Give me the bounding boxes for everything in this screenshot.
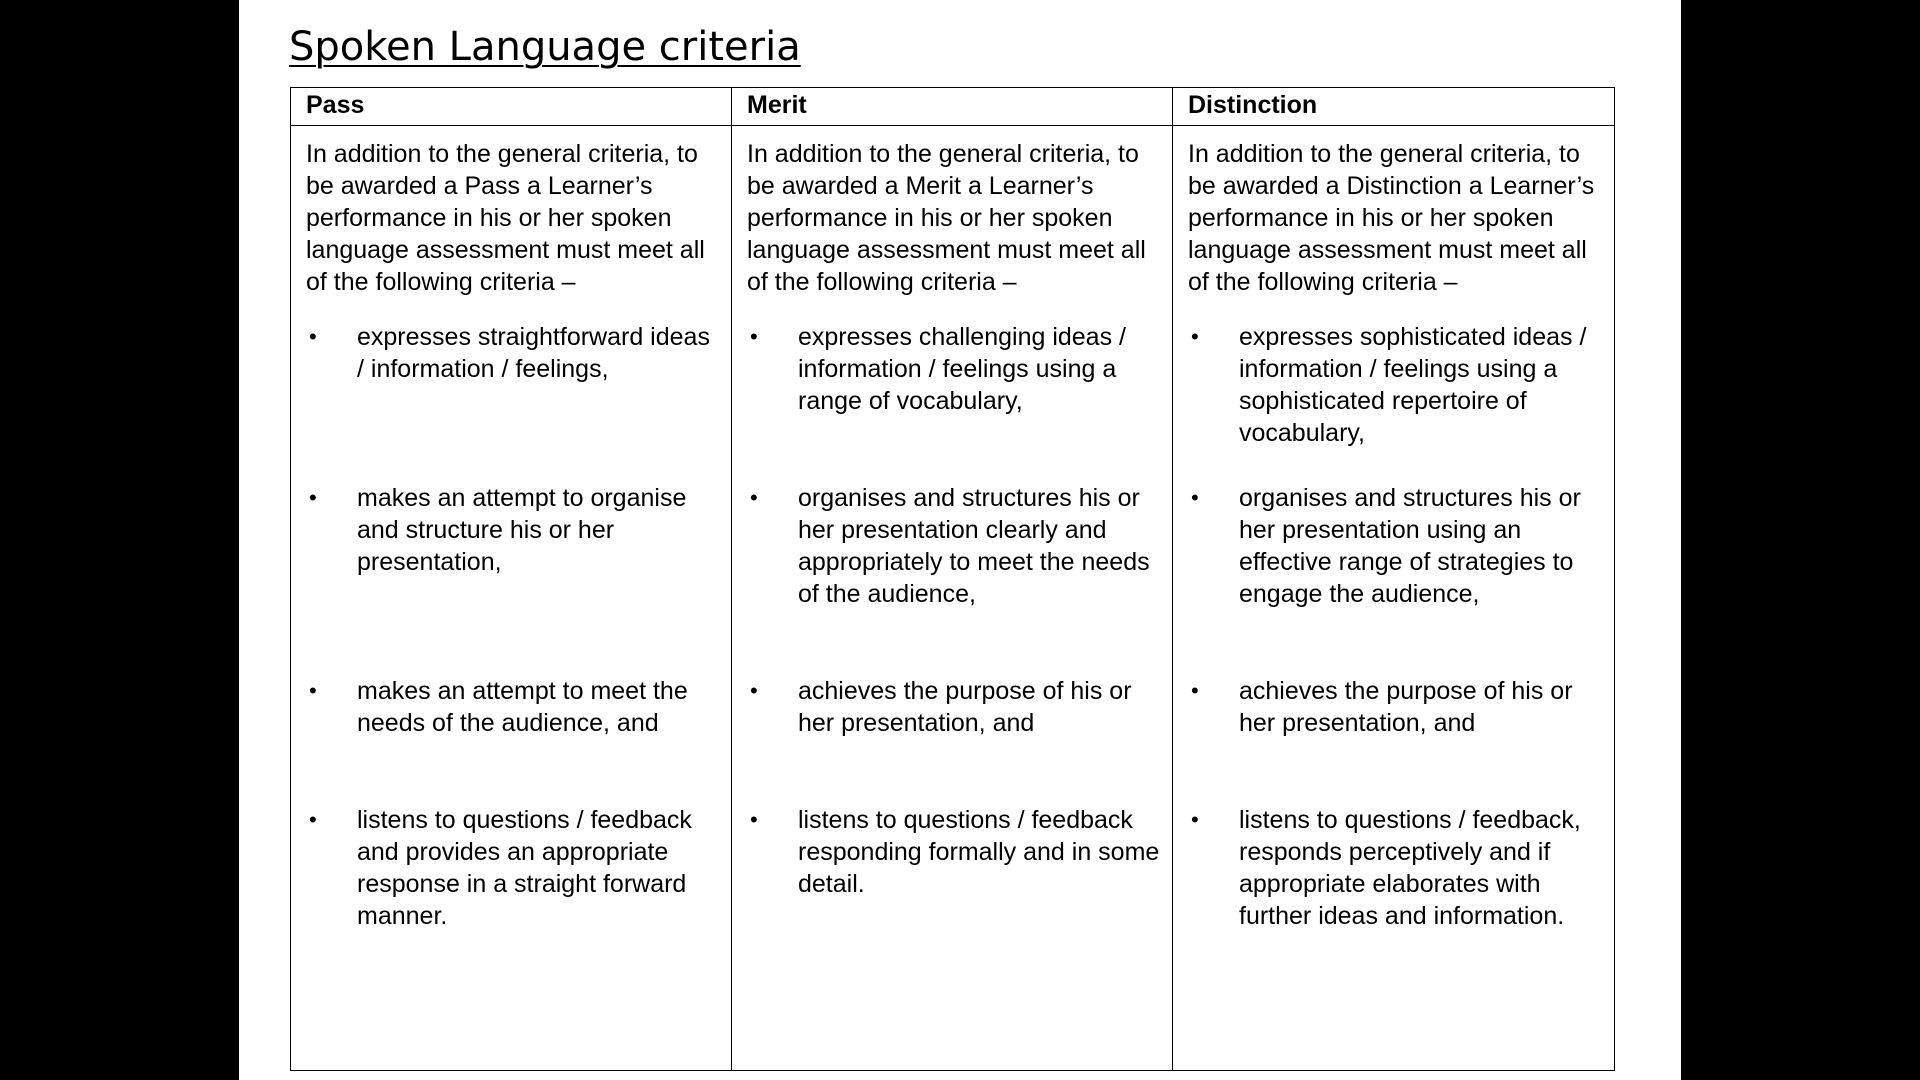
bullet-icon: •	[309, 485, 317, 510]
criteria-table	[290, 87, 1615, 1071]
bullet-icon: •	[750, 678, 758, 703]
list-item	[306, 321, 721, 482]
bullet-icon: •	[750, 324, 758, 349]
criterion-text: listens to questions / feedback, responds perceptively and if appropriate elaborates with further ideas and information.	[1239, 806, 1581, 930]
bullet-icon: •	[1191, 678, 1199, 703]
criterion-text: expresses straightforward ideas / information / feelings,	[357, 323, 710, 383]
list-item	[306, 804, 721, 932]
pass-criteria-list	[306, 321, 721, 932]
distinction-cell	[1173, 126, 1614, 1070]
bullet-icon: •	[309, 807, 317, 832]
bullet-icon: •	[750, 807, 758, 832]
bullet-icon: •	[309, 678, 317, 703]
criterion-text: expresses sophisticated ideas / information / feelings using a sophisticated repertoire of vocabulary,	[1239, 323, 1587, 447]
criterion-text: makes an attempt to organise and structure his or her presentation,	[357, 484, 687, 576]
list-item	[306, 482, 721, 675]
criterion-text: expresses challenging ideas / information / feelings using a range of vocabulary,	[798, 323, 1126, 415]
criterion-text: listens to questions / feedback and provides an appropriate response in a straight forward manner.	[357, 806, 692, 930]
list-item	[1188, 482, 1604, 675]
pass-cell	[291, 126, 732, 1070]
merit-intro: In addition to the general criteria, to be awarded a Merit a Learner’s performance in his or her spoken language assessment must meet all of the following criteria –	[747, 140, 1146, 296]
list-item	[747, 804, 1162, 900]
bullet-icon: •	[1191, 324, 1199, 349]
distinction-criteria-list	[1188, 321, 1604, 932]
merit-cell	[732, 126, 1173, 1070]
slide-title: Spoken Language criteria	[289, 24, 801, 70]
list-item	[1188, 675, 1604, 804]
criterion-text: makes an attempt to meet the needs of the audience, and	[357, 677, 688, 737]
list-item	[747, 675, 1162, 804]
pass-intro: In addition to the general criteria, to be awarded a Pass a Learner’s performance in his or her spoken language assessment must meet all of the following criteria –	[306, 140, 705, 296]
bullet-icon: •	[1191, 485, 1199, 510]
list-item	[1188, 321, 1604, 482]
bullet-icon: •	[309, 324, 317, 349]
criterion-text: organises and structures his or her presentation using an effective range of strategies to engage the audience,	[1239, 484, 1581, 608]
criterion-text: organises and structures his or her presentation clearly and appropriately to meet the needs of the audience,	[798, 484, 1150, 608]
distinction-intro: In addition to the general criteria, to be awarded a Distinction a Learner’s performance in his or her spoken language assessment must meet all of the following criteria –	[1188, 140, 1595, 296]
bullet-icon: •	[1191, 807, 1199, 832]
bullet-icon: •	[750, 485, 758, 510]
column-header-distinction: Distinction	[1173, 88, 1614, 126]
list-item	[747, 482, 1162, 675]
criterion-text: achieves the purpose of his or her presentation, and	[798, 677, 1132, 737]
list-item	[1188, 804, 1604, 932]
list-item	[747, 321, 1162, 482]
merit-criteria-list	[747, 321, 1162, 900]
column-header-pass: Pass	[291, 88, 732, 126]
criterion-text: achieves the purpose of his or her presentation, and	[1239, 677, 1573, 737]
slide	[239, 0, 1681, 1080]
column-header-merit: Merit	[732, 88, 1173, 126]
criterion-text: listens to questions / feedback responding formally and in some detail.	[798, 806, 1160, 898]
list-item	[306, 675, 721, 804]
